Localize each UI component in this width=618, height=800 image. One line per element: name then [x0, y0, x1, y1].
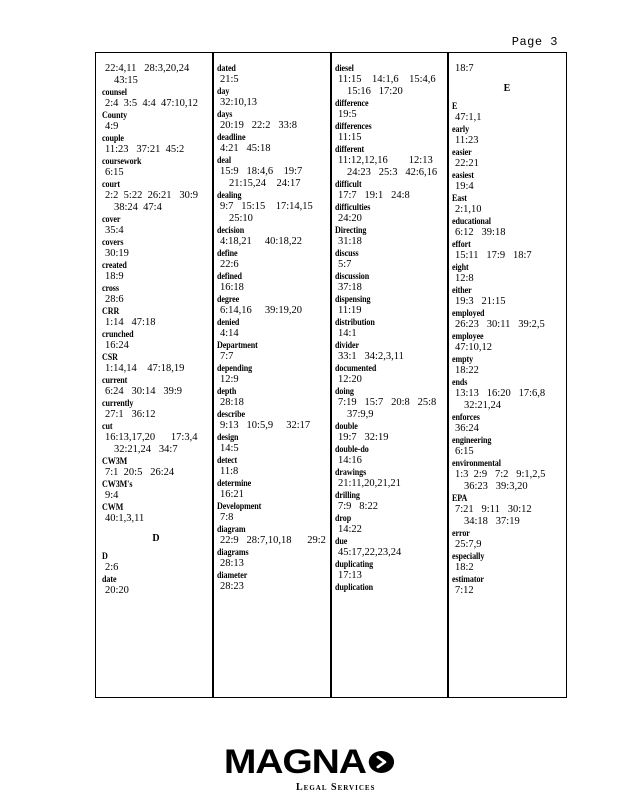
page-line-reference: 11:15	[338, 132, 362, 143]
page-line-reference: 37:9,9	[347, 409, 374, 420]
index-entry	[452, 435, 562, 458]
page-line-reference: 21:11,20,21,21	[338, 478, 401, 489]
index-term: educational	[452, 216, 491, 227]
page-line-reference: 11:19	[338, 305, 362, 316]
page-line-reference: 21:15,24 24:17	[229, 178, 301, 189]
page-line-reference: 14:22	[338, 524, 362, 535]
index-entry	[102, 479, 210, 502]
page-line-reference: 2:1,10	[455, 204, 482, 215]
page-line-reference: 20:19 22:2 33:8	[220, 120, 298, 131]
page-line-reference: 1:3 2:9 7:2 9:1,2,5	[455, 469, 546, 480]
index-column-3	[335, 63, 445, 693]
page-line-reference: 19:7 32:19	[338, 432, 389, 443]
index-entry	[335, 559, 445, 582]
index-term: current	[102, 375, 128, 386]
page-line-reference: 25:10	[229, 213, 253, 224]
index-term: deadline	[217, 132, 246, 143]
section-letter: E	[503, 83, 511, 94]
page-line-reference: 9:13 10:5,9 32:17	[220, 420, 311, 431]
page-line-reference: 15:11 17:9 18:7	[455, 250, 532, 261]
index-term: documented	[335, 363, 377, 374]
index-entry	[102, 421, 210, 456]
index-term: deal	[217, 155, 231, 166]
index-term: depending	[217, 363, 253, 374]
index-column-2	[217, 63, 327, 693]
index-term: court	[102, 179, 120, 190]
index-entry	[217, 63, 327, 86]
index-term: Department	[217, 340, 258, 351]
page-line-reference: 21:5	[220, 74, 239, 85]
page-line-reference: 1:14,14 47:18,19	[105, 363, 185, 374]
index-term: describe	[217, 409, 245, 420]
index-term: diagram	[217, 524, 246, 535]
page-line-reference: 6:14,16 39:19,20	[220, 305, 302, 316]
index-entry	[102, 260, 210, 283]
page-line-reference: 35:4	[105, 225, 124, 236]
page-line-reference: 1:14 47:18	[105, 317, 156, 328]
page-line-reference: 16:13,17,20 17:3,4	[105, 432, 198, 443]
index-entry	[335, 202, 445, 225]
page-line-reference: 7:8	[220, 512, 234, 523]
page-line-reference: 6:15	[455, 446, 474, 457]
index-term: couple	[102, 133, 124, 144]
index-entry	[452, 216, 562, 239]
index-entry	[452, 262, 562, 285]
index-term: distribution	[335, 317, 375, 328]
index-term: diagrams	[217, 547, 249, 558]
index-entry	[452, 239, 562, 262]
index-entry	[102, 237, 210, 260]
page-line-reference: 22:4,11 28:3,20,24	[105, 63, 190, 74]
index-entry	[452, 354, 562, 377]
page-line-reference: 43:15	[114, 75, 138, 86]
arrow-icon	[369, 751, 394, 773]
page-line-reference: 15:9 18:4,6 19:7	[220, 166, 303, 177]
page-line-reference: 37:18	[338, 282, 362, 293]
page-line-reference: 30:19	[105, 248, 129, 259]
index-entry	[335, 294, 445, 317]
index-entry	[335, 63, 445, 98]
page-line-reference: 4:18,21 40:18,22	[220, 236, 302, 247]
page-line-reference: 32:21,24	[464, 400, 502, 411]
page-line-reference: 11:15 14:1,6 15:4,6	[338, 74, 436, 85]
page-line-reference: 28:23	[220, 581, 244, 592]
page-line-reference: 2:6	[105, 562, 119, 573]
page-line-reference: 7:12	[455, 585, 474, 596]
page-line-reference: 24:23 25:3 42:6,16	[347, 167, 438, 178]
page-line-reference: 6:15	[105, 167, 124, 178]
index-frame	[95, 52, 567, 698]
page-line-reference: 18:22	[455, 365, 479, 376]
page-line-reference: 18:9	[105, 271, 124, 282]
index-term: especially	[452, 551, 485, 562]
index-term: enforces	[452, 412, 480, 423]
index-entry	[217, 155, 327, 190]
index-term: define	[217, 248, 238, 259]
index-entry	[217, 501, 327, 524]
index-entry	[335, 248, 445, 271]
index-term: due	[335, 536, 348, 547]
index-entry	[102, 306, 210, 329]
index-term: degree	[217, 294, 240, 305]
index-entry	[102, 502, 210, 525]
index-entry	[102, 398, 210, 421]
page-line-reference: 2:4 3:5 4:4 47:10,12	[105, 98, 199, 109]
page-line-reference: 36:24	[455, 423, 479, 434]
index-term: engineering	[452, 435, 492, 446]
index-term: double	[335, 421, 358, 432]
index-term: effort	[452, 239, 471, 250]
index-term: coursework	[102, 156, 142, 167]
index-entry	[335, 363, 445, 386]
index-entry	[217, 455, 327, 478]
index-entry	[102, 156, 210, 179]
index-entry	[452, 493, 562, 528]
index-entry	[217, 294, 327, 317]
index-term: design	[217, 432, 239, 443]
index-entry	[102, 179, 210, 214]
index-term: duplicating	[335, 559, 374, 570]
index-entry	[335, 444, 445, 467]
index-entry	[335, 490, 445, 513]
section-letter: D	[152, 533, 160, 544]
page-line-reference: 33:1 34:2,3,11	[338, 351, 404, 362]
index-entry	[452, 101, 562, 124]
page-line-reference: 28:18	[220, 397, 244, 408]
page-line-reference: 6:24 30:14 39:9	[105, 386, 183, 397]
index-term: difference	[335, 98, 369, 109]
index-entry	[217, 86, 327, 109]
index-entry	[217, 570, 327, 593]
index-term: E	[452, 101, 458, 112]
page-line-reference: 14:5	[220, 443, 239, 454]
index-entry	[452, 193, 562, 216]
index-term: Directing	[335, 225, 367, 236]
page-line-reference: 36:23 39:3,20	[464, 481, 528, 492]
index-entry	[217, 132, 327, 155]
index-term: doing	[335, 386, 354, 397]
page-line-reference: 32:21,24 34:7	[114, 444, 178, 455]
index-entry	[102, 87, 210, 110]
index-term: CW3M's	[102, 479, 133, 490]
index-term: either	[452, 285, 472, 296]
index-term: CRR	[102, 306, 120, 317]
index-entry	[217, 478, 327, 501]
index-entry	[335, 513, 445, 536]
page-line-reference: 31:18	[338, 236, 362, 247]
page-line-reference: 17:7 19:1 24:8	[338, 190, 410, 201]
index-term: discuss	[335, 248, 359, 259]
index-term: cut	[102, 421, 113, 432]
page-line-reference: 11:23 37:21 45:2	[105, 144, 185, 155]
index-entry	[452, 124, 562, 147]
page-line-reference: 16:24	[105, 340, 129, 351]
index-entry	[102, 375, 210, 398]
index-term: decision	[217, 225, 245, 236]
index-term: ends	[452, 377, 468, 388]
index-term: denied	[217, 317, 240, 328]
index-term: eight	[452, 262, 469, 273]
index-entry	[217, 386, 327, 409]
page-line-reference: 9:7 15:15 17:14,15	[220, 201, 313, 212]
index-entry	[217, 432, 327, 455]
index-term: currently	[102, 398, 134, 409]
index-term: drawings	[335, 467, 367, 478]
page-label: Page 3	[511, 35, 558, 49]
index-entry	[335, 271, 445, 294]
index-term: employee	[452, 331, 484, 342]
index-entry	[452, 170, 562, 193]
index-term: employed	[452, 308, 485, 319]
page-line-reference: 22:21	[455, 158, 479, 169]
logo-tagline: Legal Services	[296, 782, 376, 793]
page-line-reference: 28:6	[105, 294, 124, 305]
index-term: easiest	[452, 170, 474, 181]
index-term: day	[217, 86, 230, 97]
index-entry	[452, 147, 562, 170]
page-line-reference: 16:18	[220, 282, 244, 293]
index-entry	[102, 63, 210, 87]
index-term: cover	[102, 214, 121, 225]
index-entry	[452, 458, 562, 493]
index-entry	[335, 386, 445, 421]
index-entry	[452, 377, 562, 412]
page-line-reference: 7:7	[220, 351, 234, 362]
page-line-reference: 22:9 28:7,10,18 29:2	[220, 535, 326, 546]
page-line-reference: 32:10,13	[220, 97, 258, 108]
index-term: CWM	[102, 502, 124, 513]
index-entry	[217, 225, 327, 248]
index-term: easier	[452, 147, 472, 158]
index-entry	[102, 110, 210, 133]
index-entry	[335, 582, 445, 593]
index-entry	[335, 98, 445, 121]
page-line-reference: 11:12,12,16 12:13	[338, 155, 433, 166]
index-term: date	[102, 574, 117, 585]
column-divider	[447, 53, 449, 697]
page-line-reference: 7:19 15:7 20:8 25:8	[338, 397, 437, 408]
page-line-reference: 9:4	[105, 490, 119, 501]
page-line-reference: 18:7	[455, 63, 474, 74]
index-term: dispensing	[335, 294, 371, 305]
index-term: dealing	[217, 190, 242, 201]
page-line-reference: 12:8	[455, 273, 474, 284]
page-line-reference: 27:1 36:12	[105, 409, 156, 420]
page-line-reference: 14:1	[338, 328, 357, 339]
index-entry	[452, 63, 562, 75]
index-term: dated	[217, 63, 236, 74]
index-term: Development	[217, 501, 262, 512]
page-line-reference: 24:20	[338, 213, 362, 224]
page-line-reference: 47:1,1	[455, 112, 482, 123]
index-entry	[217, 547, 327, 570]
page-line-reference: 4:14	[220, 328, 239, 339]
index-term: cross	[102, 283, 119, 294]
index-term: early	[452, 124, 470, 135]
index-term: diesel	[335, 63, 354, 74]
page-line-reference: 18:2	[455, 562, 474, 573]
column-divider	[330, 53, 332, 697]
index-term: crunched	[102, 329, 134, 340]
index-entry	[335, 225, 445, 248]
page-line-reference: 11:23	[455, 135, 479, 146]
index-entry	[217, 363, 327, 386]
index-entry	[217, 248, 327, 271]
index-term: detect	[217, 455, 238, 466]
index-term: County	[102, 110, 128, 121]
index-term: discussion	[335, 271, 370, 282]
index-term: days	[217, 109, 233, 120]
index-entry	[102, 352, 210, 375]
logo-name: MAGNA	[223, 743, 366, 781]
page-line-reference: 45:17,22,23,24	[338, 547, 402, 558]
index-entry	[452, 308, 562, 331]
index-entry	[452, 412, 562, 435]
index-entry	[335, 536, 445, 559]
index-term: empty	[452, 354, 474, 365]
page-line-reference: 40:1,3,11	[105, 513, 145, 524]
index-entry	[102, 283, 210, 306]
page-line-reference: 7:1 20:5 26:24	[105, 467, 175, 478]
index-term: diameter	[217, 570, 248, 581]
index-entry	[102, 214, 210, 237]
column-divider	[212, 53, 214, 697]
index-term: different	[335, 144, 365, 155]
index-term: difficulties	[335, 202, 371, 213]
index-entry	[102, 574, 210, 597]
index-term: CSR	[102, 352, 118, 363]
index-term: East	[452, 193, 467, 204]
index-entry	[217, 109, 327, 132]
page-line-reference: 5:7	[338, 259, 352, 270]
page-line-reference: 47:10,12	[455, 342, 493, 353]
index-entry	[335, 121, 445, 144]
index-term: CW3M	[102, 456, 128, 467]
page-line-reference: 14:16	[338, 455, 362, 466]
page-line-reference: 15:16 17:20	[347, 86, 403, 97]
index-entry	[217, 271, 327, 294]
index-term: D	[102, 551, 108, 562]
page-line-reference: 28:13	[220, 558, 244, 569]
page-line-reference: 17:13	[338, 570, 362, 581]
index-term: estimator	[452, 574, 484, 585]
index-column-1	[102, 63, 210, 693]
index-entry	[335, 179, 445, 202]
index-entry	[452, 528, 562, 551]
index-entry	[217, 190, 327, 225]
index-term: depth	[217, 386, 237, 397]
page-line-reference: 26:23 30:11 39:2,5	[455, 319, 545, 330]
magna-logo	[0, 745, 618, 779]
index-term: environmental	[452, 458, 501, 469]
page-line-reference: 20:20	[105, 585, 129, 596]
index-term: double-do	[335, 444, 369, 455]
index-entry	[335, 340, 445, 363]
index-column-4	[452, 63, 562, 693]
index-entry	[335, 467, 445, 490]
index-entry	[452, 331, 562, 354]
page-line-reference: 12:9	[220, 374, 239, 385]
index-term: drop	[335, 513, 352, 524]
page-line-reference: 25:7,9	[455, 539, 482, 550]
index-term: error	[452, 528, 470, 539]
index-term: difficult	[335, 179, 362, 190]
index-entry	[102, 551, 210, 574]
page-line-reference: 38:24 47:4	[114, 202, 162, 213]
index-entry	[217, 409, 327, 432]
index-entry	[102, 456, 210, 479]
index-entry	[217, 317, 327, 340]
page-line-reference: 34:18 37:19	[464, 516, 520, 527]
index-term: drilling	[335, 490, 360, 501]
index-term: created	[102, 260, 127, 271]
index-entry	[217, 524, 327, 547]
index-term: divider	[335, 340, 360, 351]
index-term: defined	[217, 271, 242, 282]
page-line-reference: 6:12 39:18	[455, 227, 506, 238]
page-line-reference: 19:5	[338, 109, 357, 120]
page-line-reference: 13:13 16:20 17:6,8	[455, 388, 546, 399]
page-line-reference: 11:8	[220, 466, 239, 477]
index-entry	[102, 133, 210, 156]
page-line-reference: 2:2 5:22 26:21 30:9	[105, 190, 199, 201]
index-term: EPA	[452, 493, 468, 504]
index-term: counsel	[102, 87, 127, 98]
page-line-reference: 7:9 8:22	[338, 501, 378, 512]
index-term: determine	[217, 478, 252, 489]
index-entry	[452, 574, 562, 597]
index-entry	[102, 329, 210, 352]
index-entry	[335, 317, 445, 340]
page-line-reference: 4:9	[105, 121, 119, 132]
index-term: duplication	[335, 582, 374, 593]
index-entry	[217, 340, 327, 363]
index-term: covers	[102, 237, 124, 248]
page-line-reference: 4:21 45:18	[220, 143, 271, 154]
index-entry	[335, 421, 445, 444]
index-entry	[452, 285, 562, 308]
page-line-reference: 12:20	[338, 374, 362, 385]
page-line-reference: 16:21	[220, 489, 244, 500]
page-line-reference: 19:4	[455, 181, 474, 192]
index-entry	[452, 551, 562, 574]
index-term: differences	[335, 121, 372, 132]
page-line-reference: 19:3 21:15	[455, 296, 506, 307]
index-entry	[335, 144, 445, 179]
page-line-reference: 7:21 9:11 30:12	[455, 504, 532, 515]
page-line-reference: 22:6	[220, 259, 239, 270]
